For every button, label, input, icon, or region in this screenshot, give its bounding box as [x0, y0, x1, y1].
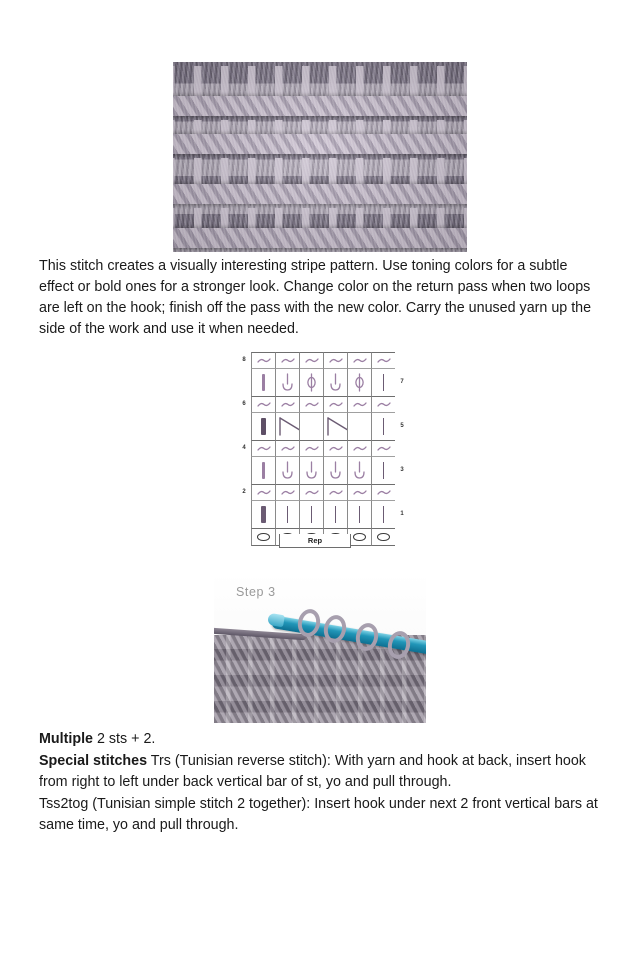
row-number-left — [237, 412, 251, 440]
chart-cell — [299, 500, 323, 528]
chart-cell — [251, 500, 275, 528]
wave-icon — [305, 445, 319, 452]
special-stitch-trs: Trs (Tunisian reverse stitch): With yarn and hook at back, insert hook from right to left under back vertical bar of st, yo and pull through. — [39, 752, 586, 790]
chart-cell — [275, 440, 299, 456]
vertical-bar-icon — [262, 462, 265, 479]
multiple-value: 2 sts + 2. — [93, 731, 156, 747]
special-stitches-line — [39, 751, 601, 794]
wave-icon — [377, 489, 391, 496]
row-number-left — [237, 500, 251, 528]
intro-paragraph: This stitch creates a visually interesting stripe pattern. Use toning colors for a subtle effect or bold ones for a stronger look. Change color on the return pass when two loops are left on the hook; finish off the pass with the new color. Carry the unused yarn up the side of the work and use it when needed. — [39, 258, 592, 337]
chart-cell — [251, 528, 275, 546]
vertical-bar-icon — [261, 418, 266, 435]
pattern-notes — [39, 729, 601, 837]
wave-icon — [329, 357, 343, 364]
wave-icon — [281, 445, 295, 452]
row-number-right: 7 — [400, 379, 404, 385]
tss-icon — [353, 461, 366, 480]
tss-icon — [329, 373, 342, 392]
chain-stitch-icon — [257, 533, 270, 542]
chart-cell — [275, 456, 299, 484]
wave-icon — [329, 445, 343, 452]
chain-stitch-icon — [377, 533, 390, 542]
step-3-photo — [214, 573, 426, 723]
chart-cell — [275, 500, 299, 528]
chart-row — [237, 396, 409, 412]
chart-row — [237, 352, 409, 368]
chart-cell — [371, 440, 395, 456]
chart-cell — [299, 396, 323, 412]
wave-icon — [257, 357, 271, 364]
chart-cell — [371, 352, 395, 368]
wave-icon — [329, 489, 343, 496]
repeat-bracket-label: Rep — [279, 534, 351, 548]
chart-cell — [371, 484, 395, 500]
chart-cell — [299, 412, 323, 440]
chart-cell — [371, 528, 395, 546]
wave-icon — [281, 401, 295, 408]
chart-cell — [371, 500, 395, 528]
wave-icon — [353, 401, 367, 408]
tss-icon — [281, 461, 294, 480]
chart-row — [237, 484, 409, 500]
vertical-bar-icon — [383, 374, 385, 391]
wave-icon — [377, 357, 391, 364]
vertical-bar-icon — [287, 506, 289, 523]
chart-cell — [347, 456, 371, 484]
row-number-left: 2 — [242, 489, 246, 495]
wave-icon — [257, 489, 271, 496]
chart-cell — [251, 352, 275, 368]
chart-cell — [323, 440, 347, 456]
special-stitches-label: Special stitches — [39, 752, 148, 769]
chart-cell — [251, 484, 275, 500]
row-number-left: 6 — [242, 401, 246, 407]
tss-icon — [329, 461, 342, 480]
vertical-bar-icon — [383, 506, 385, 523]
chart-cell — [299, 368, 323, 396]
row-number-right — [395, 440, 409, 456]
chart-cell — [323, 456, 347, 484]
vertical-bar-icon — [262, 374, 265, 391]
vertical-bar-icon — [261, 506, 266, 523]
chart-cell — [275, 484, 299, 500]
chart-cell — [275, 368, 299, 396]
wave-icon — [281, 489, 295, 496]
wave-icon — [257, 445, 271, 452]
chart-cell — [299, 456, 323, 484]
vertical-bar-icon — [311, 506, 313, 523]
wave-icon — [377, 445, 391, 452]
chart-cell — [347, 352, 371, 368]
chart-cell — [275, 412, 299, 440]
stitch-swatch-photo — [173, 62, 467, 252]
chart-cell — [323, 352, 347, 368]
chart-cell — [371, 396, 395, 412]
chain-stitch-icon — [353, 533, 366, 542]
wave-icon — [305, 401, 319, 408]
multiple-label: Multiple — [39, 731, 94, 747]
chart-cell — [347, 396, 371, 412]
chart-cell — [371, 368, 395, 396]
wave-icon — [353, 357, 367, 364]
wave-icon — [305, 489, 319, 496]
chart-cell — [371, 456, 395, 484]
row-number-right — [395, 528, 409, 546]
trs-icon — [353, 373, 366, 392]
chart-cell — [371, 412, 395, 440]
chart-cell — [323, 412, 347, 440]
chart-cell — [251, 396, 275, 412]
row-number-right — [395, 352, 409, 368]
tss-icon — [281, 373, 294, 392]
row-number-right: 5 — [400, 423, 404, 429]
row-number-right: 1 — [400, 511, 404, 517]
wave-icon — [353, 489, 367, 496]
vertical-bar-icon — [335, 506, 337, 523]
row-number-left: 8 — [242, 357, 246, 363]
stitch-chart — [237, 352, 403, 552]
chart-cell — [299, 440, 323, 456]
chart-cell — [323, 396, 347, 412]
chart-cell — [347, 500, 371, 528]
wave-icon — [353, 445, 367, 452]
tss-icon — [305, 461, 318, 480]
row-number-right: 3 — [400, 467, 404, 473]
wave-icon — [377, 401, 391, 408]
wave-icon — [305, 357, 319, 364]
row-number-left: 4 — [242, 445, 246, 451]
chart-cell — [347, 412, 371, 440]
row-number-right — [395, 396, 409, 412]
wave-icon — [329, 401, 343, 408]
row-number-left — [237, 368, 251, 396]
chart-cell — [251, 440, 275, 456]
chart-cell — [347, 368, 371, 396]
chart-cell — [347, 440, 371, 456]
chart-cell — [275, 352, 299, 368]
chart-row — [237, 368, 409, 396]
chart-cell — [275, 396, 299, 412]
chart-cell — [299, 352, 323, 368]
row-number-left — [237, 528, 251, 546]
chart-cell — [323, 484, 347, 500]
wave-icon — [281, 357, 295, 364]
special-stitch-tss2tog: Tss2tog (Tunisian simple stitch 2 together): Insert hook under next 2 front vertical bars at same time, yo and pull through. — [39, 795, 598, 833]
chart-cell — [299, 484, 323, 500]
row-number-left — [237, 456, 251, 484]
chart-cell — [251, 368, 275, 396]
chart-cell — [347, 484, 371, 500]
chart-row — [237, 456, 409, 484]
step-label: Step 3 — [236, 585, 276, 599]
chart-cell — [323, 500, 347, 528]
vertical-bar-icon — [383, 418, 385, 435]
vertical-bar-icon — [359, 506, 361, 523]
chart-row — [237, 440, 409, 456]
chart-cell — [251, 412, 275, 440]
trs-icon — [305, 373, 318, 392]
row-number-right — [395, 484, 409, 500]
vertical-bar-icon — [383, 462, 385, 479]
chart-cell — [323, 368, 347, 396]
chart-grid — [237, 352, 409, 546]
chart-cell — [251, 456, 275, 484]
chart-row — [237, 412, 409, 440]
swatch-vignette — [173, 62, 467, 252]
multiple-line — [39, 729, 601, 751]
chart-row — [237, 500, 409, 528]
wave-icon — [257, 401, 271, 408]
